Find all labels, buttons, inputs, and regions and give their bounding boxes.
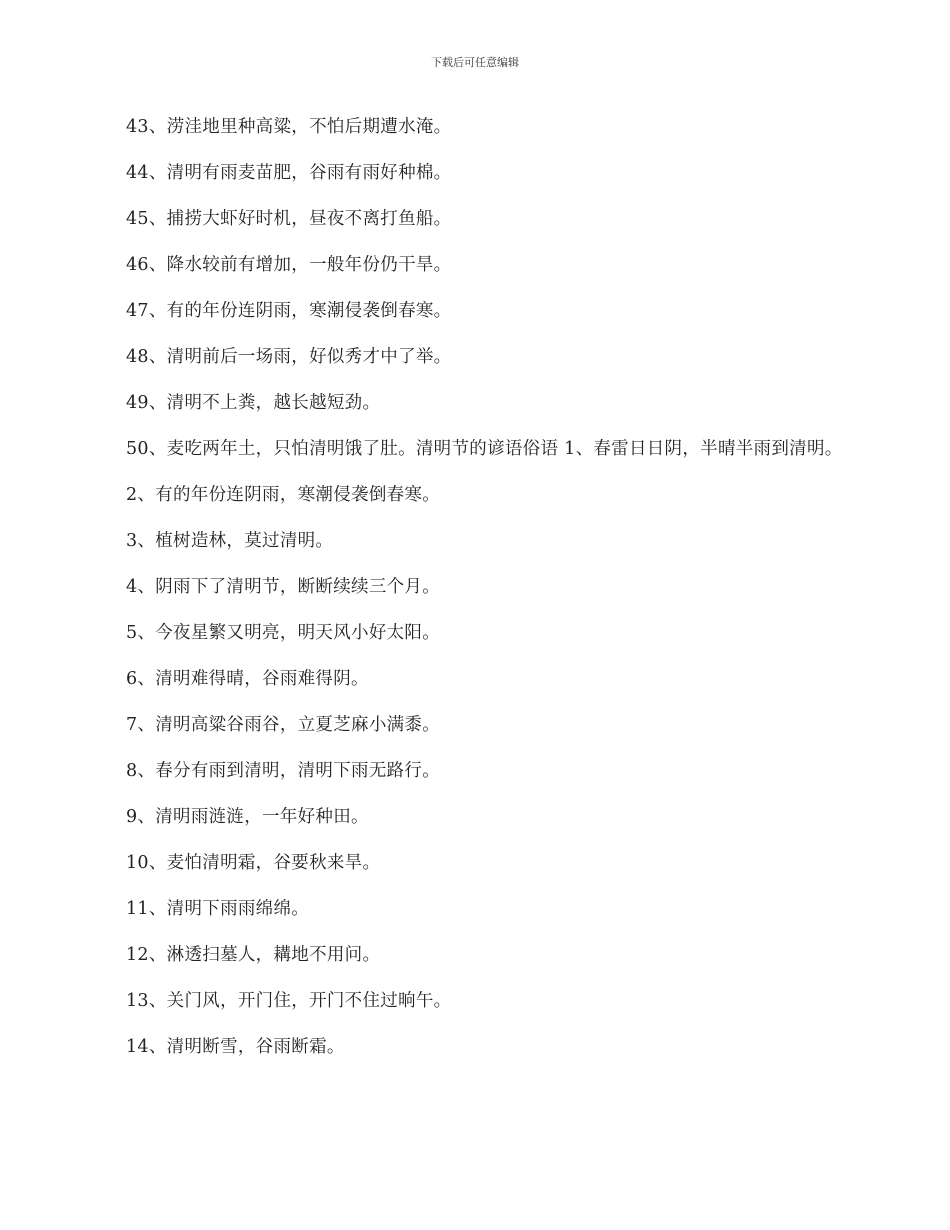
proverb-paragraph: 7、清明高粱谷雨谷，立夏芝麻小满黍。 xyxy=(126,715,441,735)
proverb-paragraph: 44、清明有雨麦苗肥，谷雨有雨好种棉。 xyxy=(126,163,452,183)
proverb-paragraph: 8、春分有雨到清明，清明下雨无路行。 xyxy=(126,761,441,781)
proverb-paragraph: 10、麦怕清明霜，谷要秋来旱。 xyxy=(126,853,381,873)
proverb-paragraph: 4、阴雨下了清明节，断断续续三个月。 xyxy=(126,577,441,597)
page-header: 下载后可任意编辑 xyxy=(431,56,519,69)
proverb-paragraph: 46、降水较前有增加，一般年份仍干旱。 xyxy=(126,255,452,275)
proverb-paragraph: 47、有的年份连阴雨，寒潮侵袭倒春寒。 xyxy=(126,301,452,321)
proverb-paragraph: 3、植树造林，莫过清明。 xyxy=(126,531,334,551)
proverb-paragraph: 11、清明下雨雨绵绵。 xyxy=(126,899,310,919)
proverb-paragraph: 9、清明雨涟涟，一年好种田。 xyxy=(126,807,369,827)
document-body xyxy=(88,113,850,1079)
proverb-paragraph: 50、麦吃两年土，只怕清明饿了肚。清明节的谚语俗语 1、春雷日日阴，半晴半雨到清明。 xyxy=(126,439,843,459)
proverb-paragraph: 13、关门风，开门住，开门不住过晌午。 xyxy=(126,991,452,1011)
proverb-paragraph: 43、涝洼地里种高粱，不怕后期遭水淹。 xyxy=(126,117,452,137)
proverb-paragraph: 49、清明不上粪，越长越短劲。 xyxy=(126,393,381,413)
proverb-paragraph: 6、清明难得晴，谷雨难得阴。 xyxy=(126,669,369,689)
proverb-paragraph: 2、有的年份连阴雨，寒潮侵袭倒春寒。 xyxy=(126,485,441,505)
proverb-paragraph: 12、淋透扫墓人，耩地不用问。 xyxy=(126,945,381,965)
proverb-paragraph: 5、今夜星繁又明亮，明天风小好太阳。 xyxy=(126,623,441,643)
proverb-paragraph: 14、清明断雪，谷雨断霜。 xyxy=(126,1037,345,1057)
proverb-paragraph: 48、清明前后一场雨，好似秀才中了举。 xyxy=(126,347,452,367)
proverb-paragraph: 45、捕捞大虾好时机，昼夜不离打鱼船。 xyxy=(126,209,452,229)
